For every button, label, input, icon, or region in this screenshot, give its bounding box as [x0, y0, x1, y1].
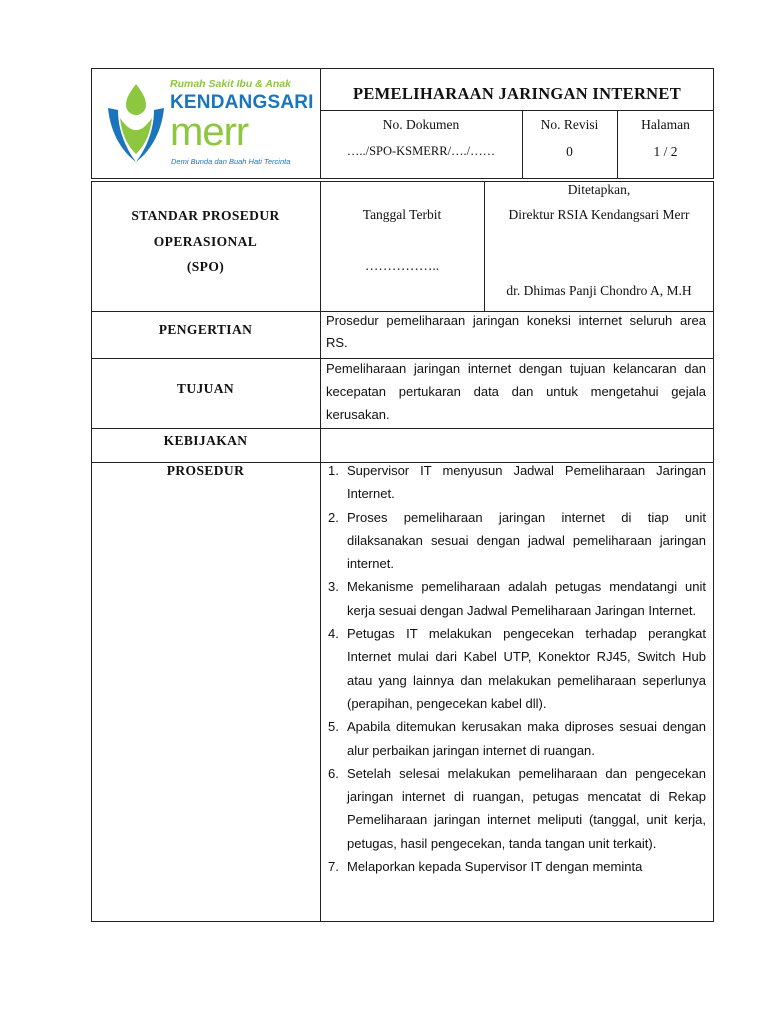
list-item-text: Setelah selesai melakukan pemeliharaan dan pengecekan jaringan internet di ruangan, petugas mencatat di Rekap Pemeliharaan jaringan internet meliputi (tanggal, unit kerja, petugas, hasil pengecekan, tanda tangan unit terkait).	[347, 765, 706, 851]
spo-label-line3: (SPO)	[186, 259, 225, 274]
list-item-text: Mekanisme pemeliharaan adalah petugas mendatangi unit kerja sesuai dengan Jadwal Pemeliharaan Jaringan Internet.	[347, 579, 706, 618]
document-title: PEMELIHARAAN JARINGAN INTERNET	[352, 84, 682, 103]
logo-emblem-icon	[104, 80, 168, 166]
spo-label-line1: STANDAR PROSEDUR	[131, 208, 280, 223]
no-revisi-value: 0	[566, 144, 573, 159]
pengertian-label: PENGERTIAN	[158, 322, 253, 337]
list-item	[326, 506, 706, 576]
list-item	[326, 575, 706, 622]
no-revisi-label: No. Revisi	[540, 117, 599, 132]
pengertian-text: Prosedur pemeliharaan jaringan koneksi internet seluruh area RS.	[326, 313, 706, 350]
list-item-number: 4.	[328, 626, 339, 642]
tanggal-terbit-label: Tanggal Terbit	[362, 207, 442, 222]
list-item-text: Petugas IT melakukan pengecekan terhadap perangkat Internet mulai dari Kabel UTP, Konektor RJ45, Switch Hub atau yang lainnya dan melakukan pemeliharaan seperlunya (perapihan, pengecekan kabel dll).	[347, 626, 706, 711]
list-item	[326, 715, 706, 762]
list-item	[326, 762, 706, 855]
list-item-number: 1.	[328, 463, 339, 478]
logo-line3: merr	[170, 110, 249, 154]
direktur-title: Direktur RSIA Kendangsari Merr	[508, 207, 690, 222]
no-dokumen-value: …../SPO-KSMERR/…./……	[346, 144, 496, 158]
kebijakan-label: KEBIJAKAN	[163, 433, 248, 448]
tanggal-terbit-value: ……………..	[364, 258, 440, 273]
no-dokumen-label: No. Dokumen	[382, 117, 460, 132]
hospital-logo	[104, 78, 314, 170]
list-item-number: 3.	[328, 579, 339, 595]
halaman-value: 1 / 2	[653, 144, 678, 159]
list-item-number: 6.	[328, 765, 339, 781]
list-item	[326, 855, 706, 878]
direktur-name: dr. Dhimas Panji Chondro A, M.H	[506, 283, 692, 298]
list-item-text: Apabila ditemukan kerusakan maka diproses sesuai dengan alur perbaikan jaringan internet di ruangan.	[347, 719, 706, 758]
list-item-text: Melaporkan kepada Supervisor IT dengan meminta	[347, 859, 643, 875]
prosedur-label: PROSEDUR	[166, 463, 245, 478]
spo-label-line2: OPERASIONAL	[153, 234, 258, 249]
list-item-text: Supervisor IT menyusun Jadwal Pemeliharaan Jaringan Internet.	[347, 463, 706, 502]
ditetapkan-label: Ditetapkan,	[567, 182, 631, 197]
halaman-label: Halaman	[641, 117, 690, 132]
tujuan-text: Pemeliharaan jaringan internet dengan tujuan kelancaran dan kecepatan pertukaran data dan untuk mengetahui gejala kerusakan.	[326, 361, 706, 422]
logo-line1: Rumah Sakit Ibu & Anak	[170, 78, 291, 90]
tujuan-label: TUJUAN	[176, 381, 235, 396]
list-item-text: Proses pemeliharaan jaringan internet di tiap unit dilaksanakan sesuai dengan jadwal pemeliharaan jaringan internet.	[347, 509, 706, 572]
logo-line2: KENDANGSARI	[170, 92, 314, 113]
list-item	[326, 459, 706, 506]
list-item-number: 7.	[328, 859, 339, 875]
list-item	[326, 622, 706, 715]
logo-tagline: Demi Bunda dan Buah Hati Tercinta	[171, 157, 291, 166]
list-item-number: 2.	[328, 509, 339, 525]
list-item-number: 5.	[328, 719, 339, 735]
prosedur-list	[326, 459, 706, 878]
